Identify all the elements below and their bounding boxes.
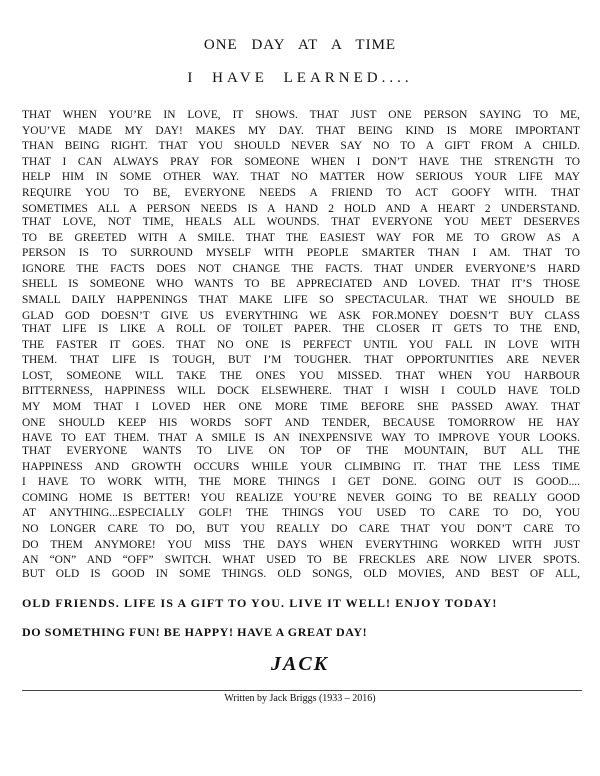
text-line: YOU’VE MADE MY DAY! MAKES MY DAY. THAT BEING KIND IS MORE IMPORTANT xyxy=(22,124,580,137)
signature: JACK xyxy=(270,653,330,675)
text-line: MY MOM THAT I LOVED HER ONE MORE TIME BEFORE SHE PASSED AWAY. THAT xyxy=(22,400,580,413)
text-line: THAT I CAN ALWAYS PRAY FOR SOMEONE WHEN I DON’T HAVE THE STRENGTH TO xyxy=(22,155,580,168)
text-line: DO THEM ANYMORE! YOU MISS THE DAYS WHEN EVERYTHING WORKED WITH JUST xyxy=(22,538,580,551)
text-line: THAT LIFE IS LIKE A ROLL OF TOILET PAPER. THE CLOSER IT GETS TO THE END, xyxy=(22,323,580,335)
paragraph-2 xyxy=(22,215,580,324)
text-line: THE FASTER IT GOES. THAT NO ONE IS PERFECT UNTIL YOU FALL IN LOVE WITH xyxy=(22,338,580,351)
text-line: NO LONGER CARE TO DO, BUT YOU REALLY DO CARE THAT YOU DON’T CARE TO xyxy=(22,522,580,535)
text-line: THAN BEING RIGHT. THAT YOU SHOULD NEVER SAY NO TO A GIFT FROM A CHILD. xyxy=(22,140,580,153)
paragraph-4 xyxy=(22,444,580,569)
text-line: PERSON IS TO SURROUND MYSELF WITH PEOPLE SMARTER THAN I AM. THAT TO xyxy=(22,247,580,260)
divider xyxy=(22,690,582,691)
author-credit: Written by Jack Briggs (1933 – 2016) xyxy=(224,693,376,704)
text-line: BUT OLD IS GOOD IN SOME THINGS. OLD SONGS, OLD MOVIES, AND BEST OF ALL, xyxy=(22,568,580,580)
text-line: SHELL IS SOMEONE WHO WANTS TO BE APPRECIATED AND LOVED. THAT IT’S THOSE xyxy=(22,278,580,291)
text-line: LOST, SOMEONE WILL TAKE THE ONES YOU MISSED. THAT WHEN YOU HARBOUR xyxy=(22,369,580,382)
paragraph-5 xyxy=(22,567,580,583)
text-line: GLAD GOD DOESN’T GIVE US EVERYTHING WE ASK FOR.MONEY DOESN’T BUY CLASS xyxy=(22,309,580,322)
text-line: BITTERNESS, HAPPINESS WILL DOCK ELSEWHERE. THAT I WISH I COULD HAVE TOLD xyxy=(22,385,580,398)
paragraph-1 xyxy=(22,108,580,217)
page-title: ONE DAY AT A TIME xyxy=(203,37,397,53)
text-line: HAVE TO EAT THEM. THAT A SMILE IS AN INEXPENSIVE WAY TO IMPROVE YOUR LOOKS. xyxy=(22,432,580,445)
text-line: THAT EVERYONE WANTS TO LIVE ON TOP OF THE MOUNTAIN, BUT ALL THE xyxy=(22,445,580,457)
text-line: IGNORE THE FACTS DOES NOT CHANGE THE FACTS. THAT UNDER EVERYONE’S HARD xyxy=(22,262,580,275)
text-line: HAPPINESS AND GROWTH OCCURS WHILE YOUR CLIMBING IT. THAT THE LESS TIME xyxy=(22,460,580,473)
text-line: SOMETIMES ALL A PERSON NEEDS IS A HAND 2 HOLD AND A HEART 2 UNDERSTAND. xyxy=(22,202,580,215)
text-line: COMING HOME IS BETTER! YOU REALIZE YOU’RE NEVER GOING TO BE REALLY GOOD xyxy=(22,491,580,504)
text-line: REQUIRE YOU TO BE, EVERYONE NEEDS A FRIEND TO ACT GOOFY WITH. THAT xyxy=(22,186,580,199)
text-line: THEM. THAT LIFE IS TOUGH, BUT I’M TOUGHER. THAT OPPORTUNITIES ARE NEVER xyxy=(22,354,580,367)
page-subtitle: I HAVE LEARNED.... xyxy=(187,70,413,86)
text-line: ONE SHOULD KEEP HIS WORDS SOFT AND TENDER, BECAUSE TOMORROW HE HAY xyxy=(22,416,580,429)
text-line: AN “ON” AND “OFF” SWITCH. WHAT USED TO BE FRECKLES ARE NOW LIVER SPOTS. xyxy=(22,554,580,567)
closing-line-2: DO SOMETHING FUN! BE HAPPY! HAVE A GREAT DAY! xyxy=(22,625,368,639)
text-line: HELP HIM IN SOME OTHER WAY. THAT NO MATTER HOW SERIOUS YOUR LIFE MAY xyxy=(22,171,580,184)
text-line: THAT WHEN YOU’RE IN LOVE, IT SHOWS. THAT JUST ONE PERSON SAYING TO ME, xyxy=(22,109,580,121)
text-line: SMALL DAILY HAPPENINGS THAT MAKE LIFE SO SPECTACULAR. THAT WE SHOULD BE xyxy=(22,293,580,306)
text-line: TO BE GREETED WITH A SMILE. THAT THE EASIEST WAY FOR ME TO GROW AS A xyxy=(22,231,580,244)
closing-line-1: OLD FRIENDS. LIFE IS A GIFT TO YOU. LIVE IT WELL! ENJOY TODAY! xyxy=(22,596,498,610)
text-line: I HAVE TO WORK WITH, THE MORE THINGS I GET DONE. GOING OUT IS GOOD.... xyxy=(22,476,580,489)
text-line: THAT LOVE, NOT TIME, HEALS ALL WOUNDS. THAT EVERYONE YOU MEET DESERVES xyxy=(22,216,580,228)
paragraph-3 xyxy=(22,322,580,447)
text-line: AT ANYTHING...ESPECIALLY GOLF! THE THINGS YOU USED TO CARE TO DO, YOU xyxy=(22,507,580,520)
